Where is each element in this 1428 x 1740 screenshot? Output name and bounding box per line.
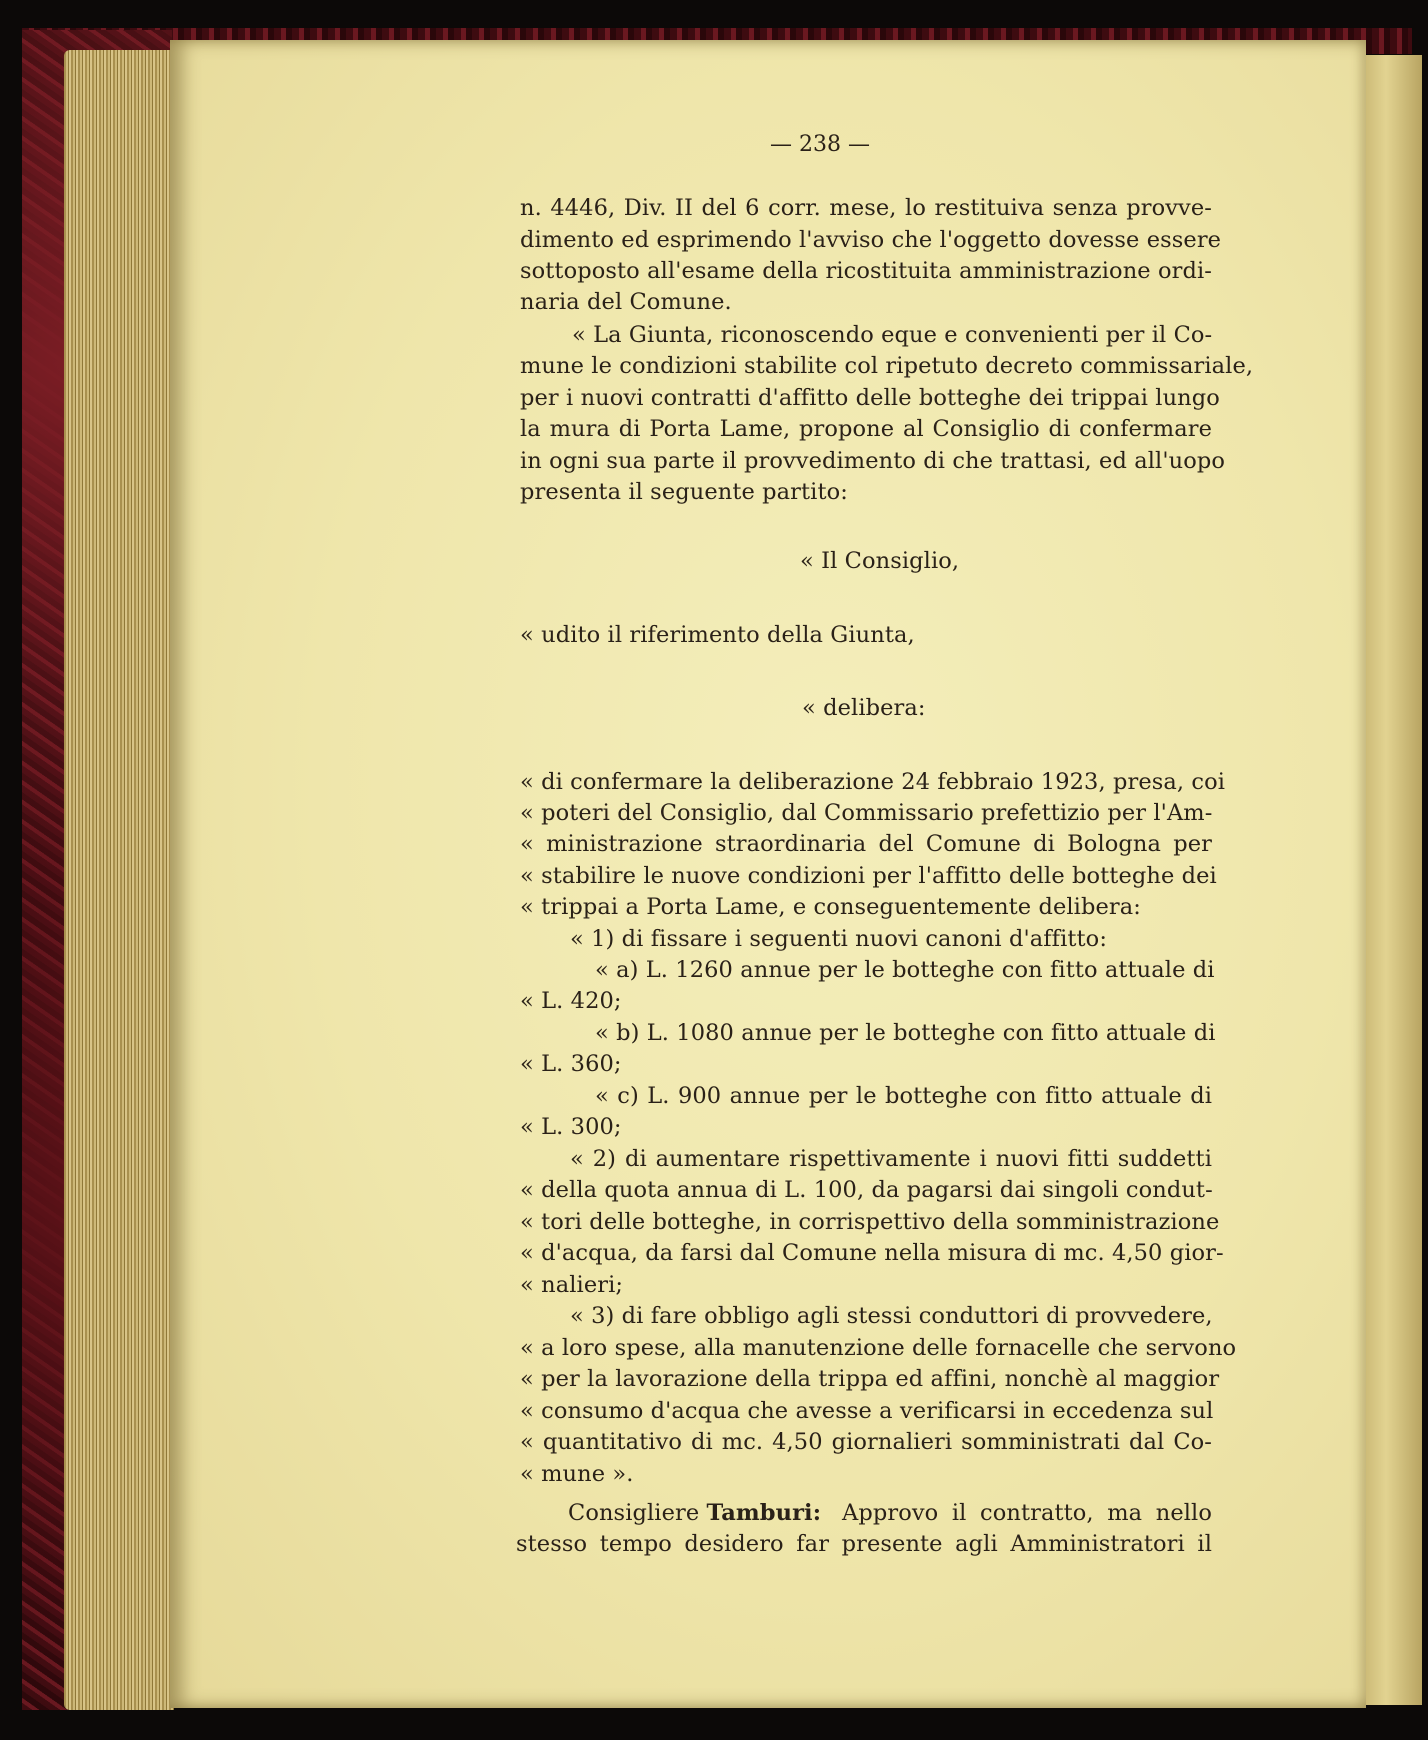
- page-number: — 238 —: [770, 132, 870, 157]
- text-line: « L. 420;: [520, 988, 622, 1014]
- text-line: per i nuovi contratti d'affitto delle botteghe dei trippai lungo: [520, 385, 1220, 411]
- text-line: « trippai a Porta Lame, e conseguentemente delibera:: [520, 894, 1141, 920]
- text-line: « per la lavorazione della trippa ed affini, nonchè al maggior: [520, 1366, 1220, 1392]
- text-line: « L. 360;: [520, 1051, 622, 1077]
- text-line: « Il Consiglio,: [800, 548, 960, 574]
- text-line: « c) L. 900 annue per le botteghe con fitto attuale di: [595, 1083, 1212, 1109]
- text-line: « di confermare la deliberazione 24 febbraio 1923, presa, coi: [520, 769, 1226, 795]
- text-line: « d'acqua, da farsi dal Comune nella misura di mc. 4,50 gior-: [520, 1240, 1224, 1266]
- text-line: naria del Comune.: [520, 289, 732, 315]
- text-line: dimento ed esprimendo l'avviso che l'oggetto dovesse essere: [520, 227, 1222, 253]
- text-line: « poteri del Consiglio, dal Commissario prefettizio per l'Am-: [520, 800, 1213, 826]
- speaker-text: Approvo il contratto, ma nello: [842, 1500, 1212, 1526]
- text-line: in ogni sua parte il provvedimento di che trattasi, ed all'uopo: [520, 448, 1225, 474]
- text-line: « nalieri;: [520, 1272, 624, 1298]
- text-line: « quantitativo di mc. 4,50 giornalieri somministrati dal Co-: [520, 1429, 1212, 1455]
- page-stack-edge: [64, 50, 174, 1710]
- speaker-name: Tamburi:: [706, 1500, 822, 1526]
- text-line: « 3) di fare obbligo agli stessi conduttori di provvedere,: [570, 1303, 1213, 1329]
- speaker-label: [568, 1498, 821, 1528]
- text-line: stesso tempo desidero far presente agli Amministratori il: [516, 1531, 1212, 1557]
- text-line: « a loro spese, alla manutenzione delle fornacelle che servono: [520, 1335, 1237, 1361]
- speaker-line: [568, 1498, 1212, 1528]
- text-line: sottoposto all'esame della ricostituita amministrazione ordi-: [520, 258, 1212, 284]
- text-line: presenta il seguente partito:: [520, 479, 848, 505]
- text-line: « delibera:: [802, 695, 926, 721]
- text-line: « mune ».: [520, 1461, 634, 1487]
- text-line: « 2) di aumentare rispettivamente i nuovi fitti suddetti: [570, 1146, 1212, 1172]
- text-line: « stabilire le nuove condizioni per l'affitto delle botteghe dei: [520, 863, 1217, 889]
- text-line: « a) L. 1260 annue per le botteghe con fitto attuale di: [595, 957, 1215, 983]
- text-line: « b) L. 1080 annue per le botteghe con fitto attuale di: [595, 1020, 1216, 1046]
- text-line: « 1) di fissare i seguenti nuovi canoni d'affitto:: [570, 926, 1108, 952]
- text-line: n. 4446, Div. II del 6 corr. mese, lo restituiva senza provve-: [520, 195, 1212, 221]
- text-line: « L. 300;: [520, 1114, 622, 1140]
- text-line: « udito il riferimento della Giunta,: [520, 622, 915, 648]
- text-line: « tori delle botteghe, in corrispettivo della somministrazione: [520, 1209, 1220, 1235]
- text-line: « della quota annua di L. 100, da pagarsi dai singoli condut-: [520, 1177, 1213, 1203]
- text-line: « La Giunta, riconoscendo eque e convenienti per il Co-: [572, 322, 1213, 348]
- text-line: mune le condizioni stabilite col ripetuto decreto commissariale,: [520, 353, 1254, 379]
- facing-page-edge: [1362, 55, 1422, 1705]
- text-line: « consumo d'acqua che avesse a verificarsi in eccedenza sul: [520, 1398, 1214, 1424]
- text-line: « ministrazione straordinaria del Comune di Bologna per: [520, 831, 1212, 857]
- text-line: la mura di Porta Lame, propone al Consiglio di confermare: [520, 416, 1212, 442]
- speaker-prefix: Consigliere: [568, 1500, 707, 1526]
